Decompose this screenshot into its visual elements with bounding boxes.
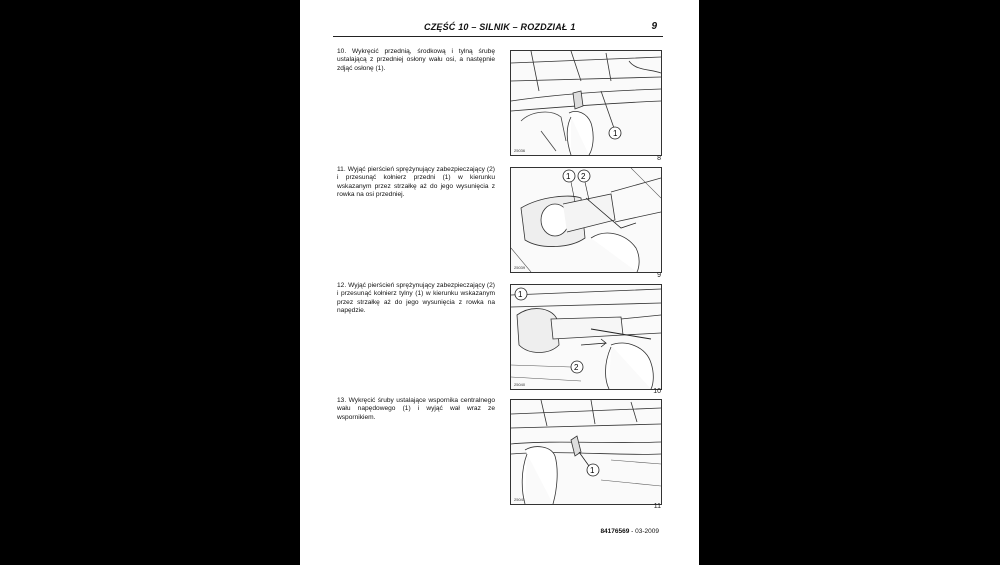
step-11-text: 11. Wyjąć pierścień sprężynujący zabezpieczający (2) i przesunąć kołnierz przedni (1) w kierunku wskazanym przez strzałkę aż do jego wysunięcia z rowka na osi przedniej. bbox=[337, 166, 495, 198]
page-header bbox=[300, 22, 699, 36]
figure-9 bbox=[510, 167, 662, 273]
doc-date: - 03-2009 bbox=[629, 528, 659, 535]
figure-11 bbox=[510, 399, 662, 505]
figure-10-callout-2: 2 bbox=[574, 363, 579, 372]
step-10-text: 10. Wykręcić przednią, środkową i tylną śrubę ustalającą z przedniej osłony wału osi, a następnie zdjąć osłonę (1). bbox=[337, 48, 495, 72]
section-title: CZĘŚĆ 10 – SILNIK – ROZDZIAŁ 1 bbox=[424, 22, 576, 32]
step-13-text: 13. Wykręcić śruby ustalające wspornika centralnego wału napędowego (1) i wyjąć wał wraz ze wspornikiem. bbox=[337, 397, 495, 421]
step-12-text: 12. Wyjąć pierścień sprężynujący zabezpieczający (2) i przesunąć kołnierz tylny (1) w kierunku wskazanym przez strzałkę aż do jego wysunięcia z rowka na napędzie. bbox=[337, 282, 495, 314]
figure-8-illustration bbox=[511, 51, 661, 155]
figure-11-code: 25041 bbox=[514, 497, 526, 502]
figure-11-illustration bbox=[511, 400, 661, 504]
figure-9-code: 25039 bbox=[514, 265, 526, 270]
figure-10-code: 25040 bbox=[514, 382, 526, 387]
figure-9-callout-2: 2 bbox=[581, 172, 586, 181]
figure-11-number: 11 bbox=[653, 503, 661, 510]
header-rule bbox=[333, 36, 663, 37]
figure-8-code: 25036 bbox=[514, 148, 526, 153]
page-number: 9 bbox=[651, 21, 657, 32]
figure-8-callout-1: 1 bbox=[613, 129, 618, 138]
page-footer bbox=[600, 528, 659, 535]
figure-10-number: 10 bbox=[653, 388, 661, 395]
figure-9-number: 9 bbox=[657, 272, 661, 279]
figure-10-callout-1: 1 bbox=[518, 290, 523, 299]
figure-8-number: 8 bbox=[657, 155, 661, 162]
manual-page bbox=[300, 0, 699, 565]
figure-11-callout-1: 1 bbox=[590, 466, 595, 475]
figure-9-illustration bbox=[511, 168, 661, 272]
figure-9-callout-1: 1 bbox=[566, 172, 571, 181]
figure-8 bbox=[510, 50, 662, 156]
figure-10 bbox=[510, 284, 662, 390]
doc-number: 84176569 bbox=[600, 528, 630, 535]
figure-10-illustration bbox=[511, 285, 661, 389]
